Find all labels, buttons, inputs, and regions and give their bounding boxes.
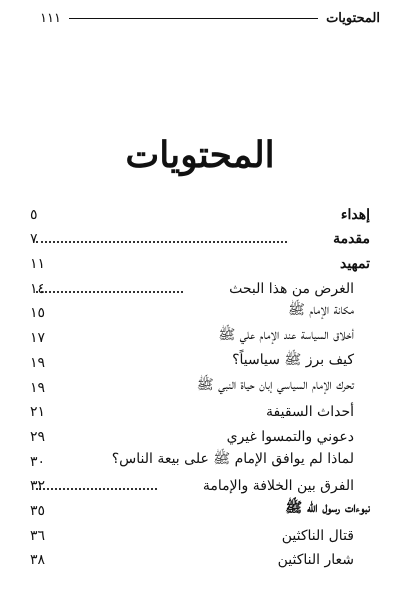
toc-entry-page: ١٩ xyxy=(30,379,46,396)
toc-entry-label: لماذا لم يوافق الإمام ﷺ على بيعة الناس؟ xyxy=(111,450,354,467)
toc-entry xyxy=(30,274,370,299)
page-title: المحتويات xyxy=(125,134,275,176)
toc-entry xyxy=(30,200,370,225)
toc-entry xyxy=(30,373,370,398)
toc-entry xyxy=(30,299,370,324)
toc-entry xyxy=(30,496,370,521)
toc-entry-page: ١٥ xyxy=(30,305,46,322)
toc-entry-page: ١٧ xyxy=(30,330,46,347)
toc-entry-page: ٣٥ xyxy=(30,502,46,519)
toc-entry-label: شعار الناكثين xyxy=(277,552,354,569)
toc-entry xyxy=(30,348,370,373)
toc-entry-label: قتال الناكثين xyxy=(281,527,354,544)
toc-entry-label: مقدمة xyxy=(333,231,370,248)
toc-entry-page: ٢٩ xyxy=(30,428,46,445)
toc-entry-page: ٥ xyxy=(30,206,38,223)
toc-entry xyxy=(30,323,370,348)
toc-entry-page: ٧ xyxy=(30,231,38,248)
toc-entry xyxy=(30,422,370,447)
header-rule xyxy=(69,18,318,19)
toc-entry-label: كيف برز ﷺ سياسياً؟ xyxy=(232,351,354,368)
toc-entry-label: الغرض من هذا البحث xyxy=(229,280,354,297)
table-of-contents xyxy=(30,200,370,570)
toc-entry xyxy=(30,398,370,423)
toc-entry-label: نبوءات رسول الله ﷺ xyxy=(285,499,370,516)
toc-leader-dots xyxy=(36,241,287,243)
toc-entry-label: إهداء xyxy=(340,206,370,223)
toc-entry xyxy=(30,521,370,546)
header-title: المحتويات xyxy=(326,10,380,26)
header-page-number: ١١١ xyxy=(40,10,61,26)
toc-entry-label: تحرك الإمام السياسي إبان حياة النبي ﷺ xyxy=(196,376,354,393)
toc-entry-page: ١٩ xyxy=(30,354,46,371)
toc-entry-label: تمهيد xyxy=(339,256,370,273)
toc-entry xyxy=(30,472,370,497)
toc-entry xyxy=(30,546,370,571)
toc-leader-dots xyxy=(36,488,157,490)
toc-entry-label: الفرق بين الخلافة والإمامة xyxy=(202,478,354,495)
running-header xyxy=(40,8,380,28)
toc-entry-label: مكانة الإمام ﷺ xyxy=(288,302,354,319)
toc-entry-page: ٢١ xyxy=(30,404,46,421)
toc-entry-page: ٣٢ xyxy=(30,478,46,495)
toc-entry xyxy=(30,249,370,274)
toc-entry-page: ٣٦ xyxy=(30,527,46,544)
toc-entry xyxy=(30,225,370,250)
toc-entry-label: أحداث السقيفة xyxy=(266,404,354,421)
toc-entry-page: ١١ xyxy=(30,256,46,273)
toc-entry-page: ٣٠ xyxy=(30,453,46,470)
toc-entry-page: ٣٨ xyxy=(30,552,46,569)
toc-leader-dots xyxy=(36,291,183,293)
toc-entry-label: دعوني والتمسوا غيري xyxy=(226,428,354,445)
toc-entry-page: ١٤ xyxy=(30,280,46,297)
toc-entry xyxy=(30,447,370,472)
toc-entry-label: أخلاق السياسة عند الإمام علي ﷺ xyxy=(218,327,354,344)
